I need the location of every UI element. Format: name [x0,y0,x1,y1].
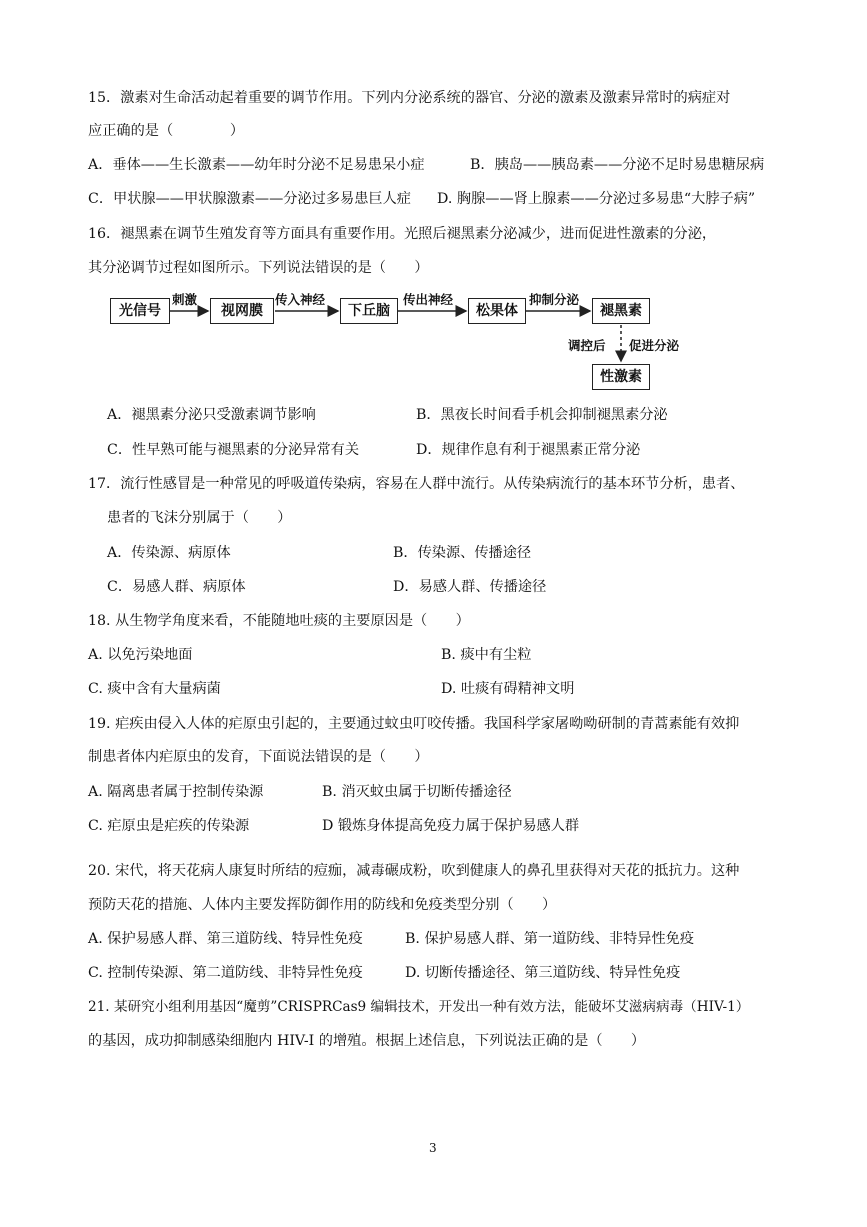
q19-option-d: D 锻炼身体提高免疫力属于保护易感人群 [322,818,580,834]
q20-option-d: D. 切断传播途径、第三道防线、特异性免疫 [405,965,681,981]
q17-option-a: A．传染源、病原体 [107,545,231,561]
q16-option-b: B．黑夜长时间看手机会抑制褪黑素分泌 [416,407,668,423]
q17-option-c: C．易感人群、病原体 [107,579,246,595]
q16-stem-line1: 16．褪黑素在调节生殖发育等方面具有重要作用。光照后褪黑素分泌减少，进而促进性激素的分泌， [88,226,717,242]
diagram-box-melatonin: 褪黑素 [592,298,650,324]
q18-option-d: D. 吐痰有碍精神文明 [441,681,575,697]
diagram-box-hypothalamus: 下丘脑 [340,298,398,324]
q18-option-b: B. 痰中有尘粒 [441,647,532,663]
q20-stem-line1: 20. 宋代，将天花病人康复时所结的痘痂，减毒碾成粉，吹到健康人的鼻孔里获得对天花的抵抗力。这种 [88,863,740,879]
q16-stem-line2: 其分泌调节过程如图所示。下列说法错误的是（ ） [88,260,429,276]
diagram-box-light-signal: 光信号 [110,298,170,324]
q19-option-a: A. 隔离患者属于控制传染源 [88,784,264,800]
q20-option-c: C. 控制传染源、第二道防线、非特异性免疫 [88,965,363,981]
q15-option-c: C．甲状腺——甲状腺激素——分泌过多易患巨人症 [88,191,411,207]
q18-stem-line1: 18. 从生物学角度来看，不能随地吐痰的主要原因是（ ） [88,613,470,629]
q15-option-b: B．胰岛——胰岛素——分泌不足时易患糖尿病 [470,157,765,173]
diagram-label-after-regulation: 调控后 [568,338,606,353]
q18-option-a: A. 以免污染地面 [88,647,193,663]
q19-stem-line2: 制患者体内疟原虫的发育，下面说法错误的是（ ） [88,749,429,765]
page-number: 3 [429,1141,437,1155]
q19-option-c: C. 疟原虫是疟疾的传染源 [88,818,250,834]
q19-option-b: B. 消灭蚊虫属于切断传播途径 [322,784,512,800]
diagram-label-promote-secretion: 促进分泌 [629,338,680,353]
q20-stem-line2: 预防天花的措施、人体内主要发挥防御作用的防线和免疫类型分别（ ） [88,897,557,913]
q15-option-d: D. 胸腺——肾上腺素——分泌过多易患“大脖子病” [437,191,756,207]
q16-option-d: D．规律作息有利于褪黑素正常分泌 [416,442,641,458]
q21-stem-line2: 的基因，成功抑制感染细胞内 HIV-I 的增殖。根据上述信息，下列说法正确的是（ ） [88,1033,646,1049]
diagram-label-efferent-nerve: 传出神经 [403,292,454,307]
q15-stem-line1: 15．激素对生命活动起着重要的调节作用。下列内分泌系统的器官、分泌的激素及激素异常时的病症对 [88,90,731,106]
q16-option-c: C．性早熟可能与褪黑素的分泌异常有关 [107,442,360,458]
q17-stem-line1: 17．流行性感冒是一种常见的呼吸道传染病，容易在人群中流行。从传染病流行的基本环节分析，患者、 [88,476,745,492]
q17-option-b: B．传染源、传播途径 [393,545,532,561]
diagram-box-retina: 视网膜 [210,298,274,324]
q21-stem-line1: 21. 某研究小组利用基因“魔剪”CRISPRCas9 编辑技术，开发出一种有效方法，能破坏艾滋病病毒（HIV-1） [88,999,750,1015]
q15-stem-line2: 应正确的是（ ） [88,123,245,139]
q19-stem-line1: 19. 疟疾由侵入人体的疟原虫引起的，主要通过蚊虫叮咬传播。我国科学家屠呦呦研制的青蒿素能有效抑 [88,716,740,732]
q18-option-c: C. 痰中含有大量病菌 [88,681,221,697]
diagram-box-sex-hormone: 性激素 [592,364,650,390]
q15-option-a: A．垂体——生长激素——幼年时分泌不足易患呆小症 [88,157,425,173]
q20-option-a: A. 保护易感人群、第三道防线、特异性免疫 [88,931,363,947]
diagram-label-afferent-nerve: 传入神经 [275,292,326,307]
diagram-label-inhibit-secretion: 抑制分泌 [529,292,580,307]
diagram-label-stimulate: 刺激 [172,292,198,307]
q17-option-d: D．易感人群、传播途径 [393,579,547,595]
diagram-box-pineal: 松果体 [468,298,526,324]
q20-option-b: B. 保护易感人群、第一道防线、非特异性免疫 [405,931,695,947]
q17-stem-line2: 患者的飞沫分别属于（ ） [107,510,292,526]
q16-option-a: A．褪黑素分泌只受激素调节影响 [107,407,316,423]
